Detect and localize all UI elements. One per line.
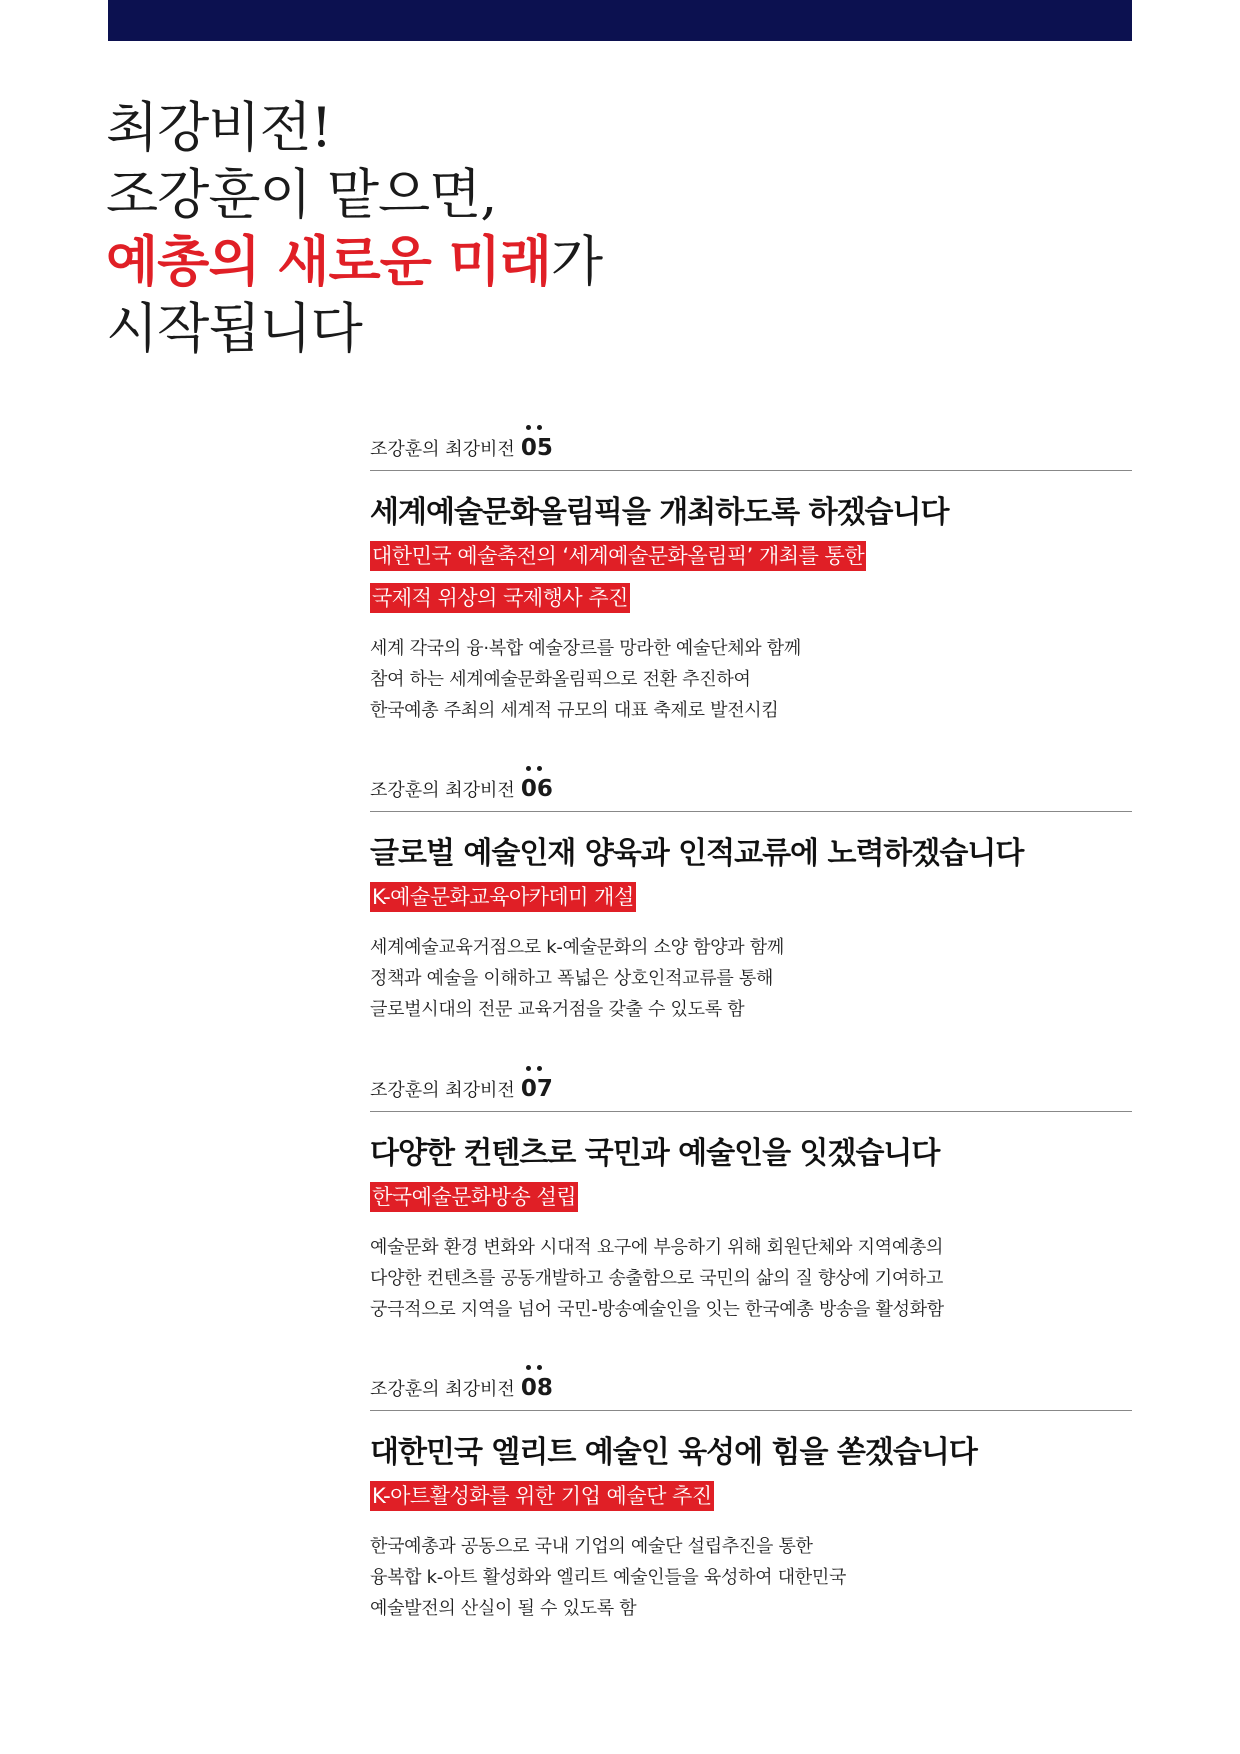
headline-line-4: 시작됩니다 (106, 297, 362, 360)
highlight-text: 국제적 위상의 국제행사 추진 (370, 583, 630, 613)
vision-title: 대한민국 엘리트 예술인 육성에 힘을 쏟겠습니다 (370, 1435, 977, 1470)
top-banner-bar (108, 0, 1132, 41)
vision-highlights (370, 1481, 1132, 1523)
highlight-text: 대한민국 예술축전의 ‘세계예술문화올림픽’ 개최를 통한 (370, 541, 866, 571)
vision-title: 다양한 컨텐츠로 국민과 예술인을 잇겠습니다 (370, 1136, 940, 1171)
description-line: 정책과 예술을 이해하고 폭넓은 상호인적교류를 통해 (370, 968, 774, 989)
vision-highlights (370, 1182, 1132, 1224)
description-line: 다양한 컨텐츠를 공동개발하고 송출함으로 국민의 삶의 질 향상에 기여하고 (370, 1268, 944, 1289)
vision-section-06 (370, 771, 1132, 1025)
vision-label (370, 771, 1132, 812)
vision-label-text: 조강훈의 최강비전 (370, 1080, 515, 1101)
vision-description (370, 1531, 1132, 1624)
vision-highlights (370, 541, 1132, 625)
vision-section-08 (370, 1370, 1132, 1624)
vision-description (370, 633, 1132, 726)
description-line: 세계예술교육거점으로 k-예술문화의 소양 함양과 함께 (370, 937, 784, 958)
vision-number: 08 (520, 1375, 553, 1401)
vision-section-07 (370, 1071, 1132, 1325)
vision-section-05 (370, 430, 1132, 726)
vision-label-text: 조강훈의 최강비전 (370, 439, 515, 460)
headline-line-3-rest: 가 (550, 230, 603, 293)
vision-highlights (370, 882, 1132, 924)
headline-line-3 (106, 228, 602, 295)
highlight-text: K-아트활성화를 위한 기업 예술단 추진 (370, 1481, 714, 1511)
vision-title: 세계예술문화올림픽을 개최하도록 하겠습니다 (370, 495, 949, 530)
vision-label-text: 조강훈의 최강비전 (370, 1379, 515, 1400)
description-line: 융복합 k-아트 활성화와 엘리트 예술인들을 육성하여 대한민국 (370, 1567, 847, 1588)
vision-description (370, 932, 1132, 1025)
vision-label-text: 조강훈의 최강비전 (370, 780, 515, 801)
headline-line-1: 최강비전! (106, 96, 332, 159)
vision-label (370, 430, 1132, 471)
vision-label (370, 1370, 1132, 1411)
page-headline (106, 94, 602, 362)
description-line: 한국예총 주최의 세계적 규모의 대표 축제로 발전시킴 (370, 700, 779, 721)
description-line: 글로벌시대의 전문 교육거점을 갖출 수 있도록 함 (370, 999, 745, 1020)
vision-number: 07 (520, 1076, 553, 1102)
vision-label (370, 1071, 1132, 1112)
highlight-text: K-예술문화교육아카데미 개설 (370, 882, 636, 912)
vision-number: 06 (520, 776, 553, 802)
vision-number: 05 (520, 435, 553, 461)
headline-line-2: 조강훈이 맡으면, (106, 163, 497, 226)
headline-accent-text: 예총의 새로운 미래 (106, 229, 551, 293)
description-line: 예술문화 환경 변화와 시대적 요구에 부응하기 위해 회원단체와 지역예총의 (370, 1237, 944, 1258)
vision-description (370, 1232, 1132, 1325)
description-line: 궁극적으로 지역을 넘어 국민-방송예술인을 잇는 한국예총 방송을 활성화함 (370, 1299, 944, 1320)
description-line: 참여 하는 세계예술문화올림픽으로 전환 추진하여 (370, 669, 751, 690)
description-line: 한국예총과 공동으로 국내 기업의 예술단 설립추진을 통한 (370, 1536, 813, 1557)
vision-title: 글로벌 예술인재 양육과 인적교류에 노력하겠습니다 (370, 836, 1024, 871)
highlight-text: 한국예술문화방송 설립 (370, 1182, 578, 1212)
description-line: 예술발전의 산실이 될 수 있도록 함 (370, 1598, 637, 1619)
description-line: 세계 각국의 융·복합 예술장르를 망라한 예술단체와 함께 (370, 638, 801, 659)
